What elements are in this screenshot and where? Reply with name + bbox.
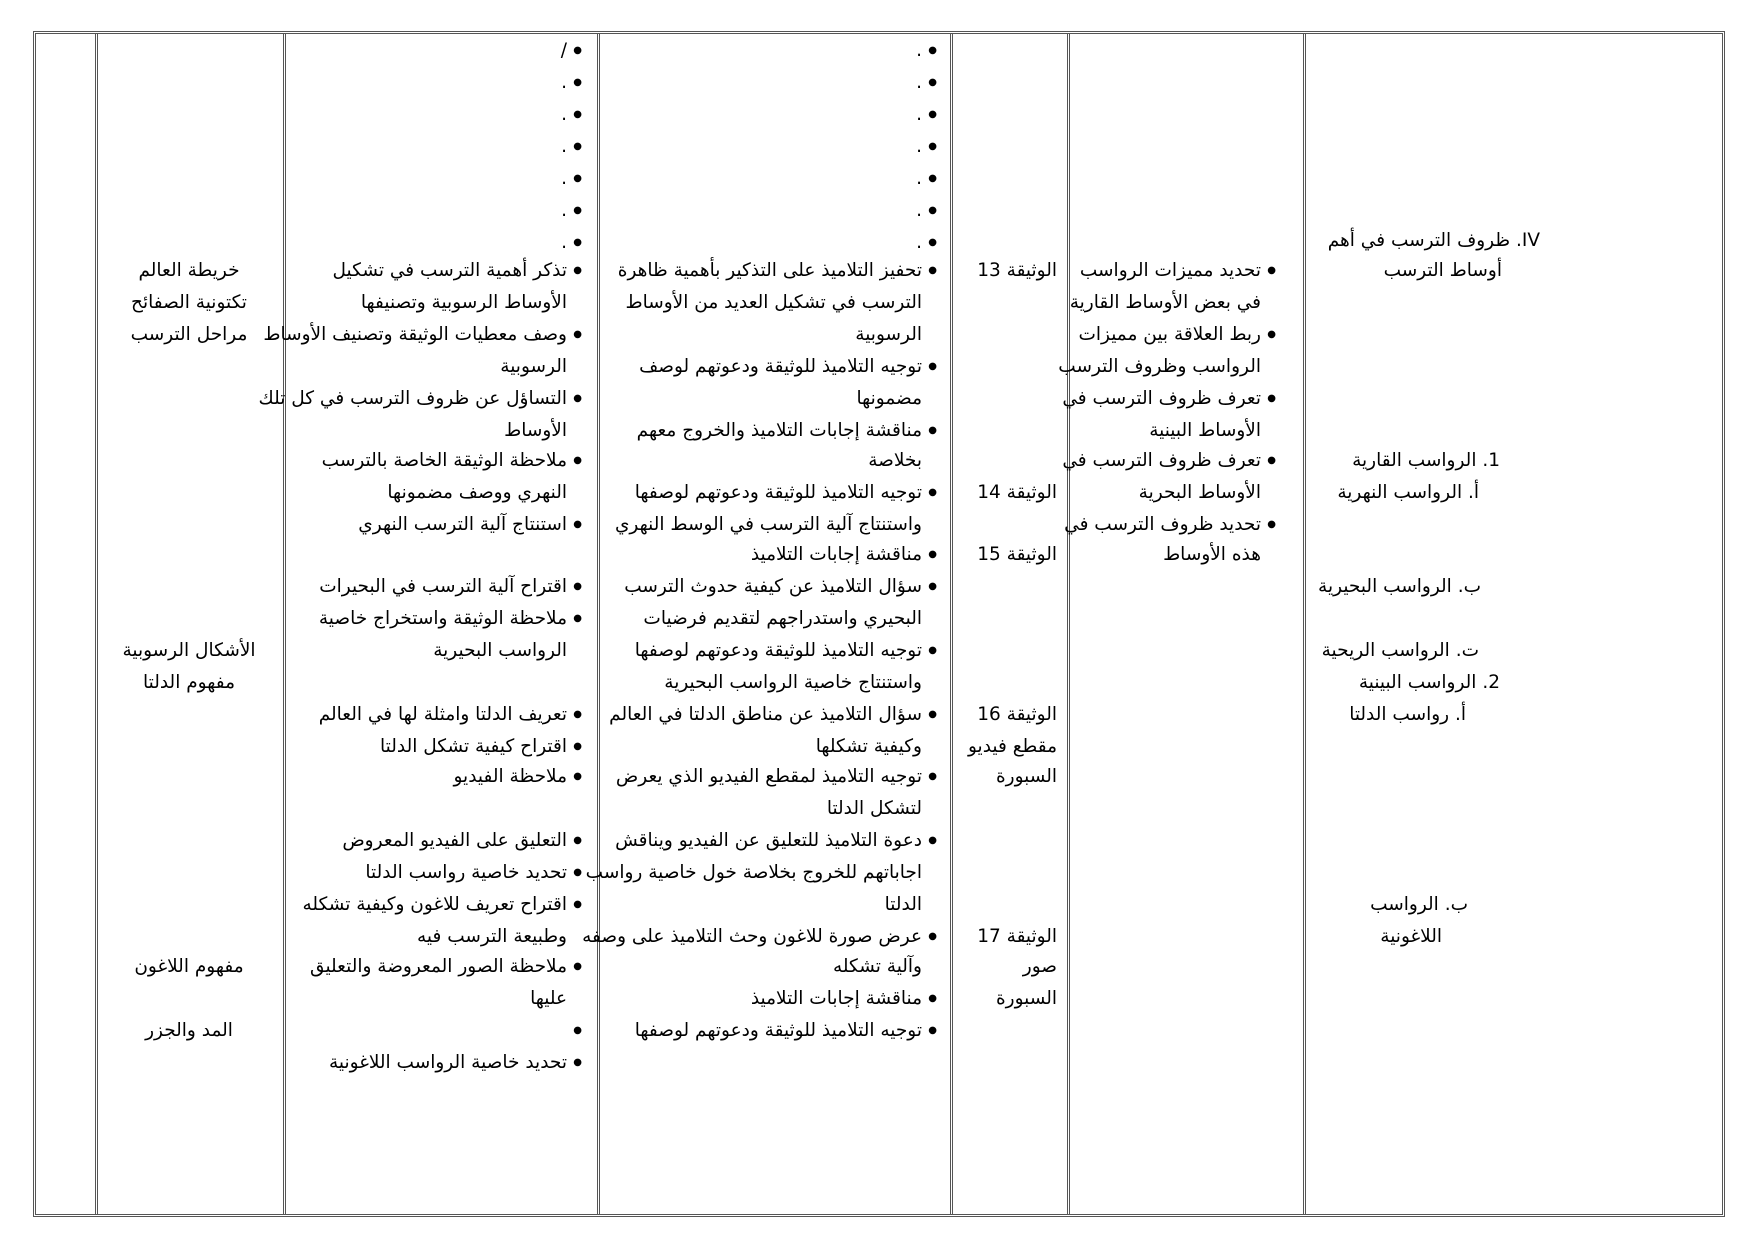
resource-line: مراحل الترسب xyxy=(130,324,248,345)
teacher-line: لتشكل الدلتا xyxy=(826,798,922,819)
teacher-line: ● . xyxy=(916,198,922,224)
teacher-line: ● مناقشة إجابات التلاميذ xyxy=(751,986,922,1012)
teacher-line: ● . xyxy=(916,102,922,128)
teacher-line: ● . xyxy=(916,134,922,160)
teacher-line: واستنتاج آلية الترسب في الوسط النهري xyxy=(614,514,922,535)
teacher-line: ● . xyxy=(916,230,922,256)
learner-line: ● . xyxy=(561,230,567,256)
col-resources xyxy=(95,34,283,1214)
learner-line: ● تذكر أهمية الترسب في تشكيل xyxy=(333,258,567,284)
teacher-line: ● عرض صورة للاغون وحث التلاميذ على وصفه xyxy=(582,924,922,950)
support-line: السبورة xyxy=(995,988,1057,1009)
content-line: IV. ظروف الترسب في أهم xyxy=(1327,230,1540,251)
support-line: السبورة xyxy=(995,766,1057,787)
teacher-line: البحيري واستدراجهم لتقديم فرضيات xyxy=(643,608,922,629)
teacher-line: ● سؤال التلاميذ عن كيفية حدوث الترسب xyxy=(624,574,922,600)
learner-line: ● . xyxy=(561,102,567,128)
learner-line: ● اقتراح تعريف للاغون وكيفية تشكله xyxy=(302,892,567,918)
teacher-line: ● مناقشة إجابات التلاميذ xyxy=(751,542,922,568)
content-line: ب. الرواسب البحيرية xyxy=(1318,576,1481,597)
teacher-line: ● تحفيز التلاميذ على التذكير بأهمية ظاهرة xyxy=(618,258,922,284)
support-line: الوثيقة 14 xyxy=(977,482,1057,503)
support-line: الوثيقة 13 xyxy=(977,260,1057,281)
learner-line: ● تحديد خاصية الرواسب اللاغونية xyxy=(329,1050,567,1076)
lesson-plan-table xyxy=(33,31,1725,1217)
learner-line: ● تحديد خاصية رواسب الدلتا xyxy=(365,860,567,886)
teacher-line: وآلية تشكله xyxy=(832,956,922,977)
teacher-line: ● توجيه التلاميذ لمقطع الفيديو الذي يعرض xyxy=(616,764,922,790)
resource-line: الأشكال الرسوبية xyxy=(122,640,256,661)
col-teacher-activities xyxy=(582,34,950,1214)
learner-line: ● . xyxy=(561,134,567,160)
content-line: ب. الرواسب xyxy=(1370,894,1468,915)
teacher-line: واستنتاج خاصية الرواسب البحيرية xyxy=(664,672,922,693)
learner-line: وطبيعة الترسب فيه xyxy=(416,926,567,947)
col-content xyxy=(1303,34,1728,1214)
teacher-line: ● توجيه التلاميذ للوثيقة ودعوتهم لوصفها xyxy=(635,480,922,506)
learner-line: ● اقتراح آلية الترسب في البحيرات xyxy=(319,574,567,600)
resource-line: خريطة العالم xyxy=(138,260,240,281)
objective-line: ● ربط العلاقة بين مميزات xyxy=(1078,322,1261,348)
objective-line: في بعض الأوساط القارية xyxy=(1069,292,1261,313)
resource-line: المد والجزر xyxy=(145,1020,233,1041)
teacher-line: ● توجيه التلاميذ للوثيقة ودعوتهم لوصفها xyxy=(635,1018,922,1044)
content-line: 2. الرواسب البينية xyxy=(1358,672,1500,693)
learner-line: ● / xyxy=(561,38,567,64)
content-line: أ. الرواسب النهرية xyxy=(1337,482,1479,503)
learner-line: النهري ووصف مضمونها xyxy=(387,482,567,503)
learner-line: الأوساط الرسوبية وتصنيفها xyxy=(360,292,567,313)
learner-line: ● . xyxy=(561,70,567,96)
learner-line: ● التساؤل عن ظروف الترسب في كل تلك xyxy=(258,386,567,412)
learner-line: ● ملاحظة الوثيقة واستخراج خاصية xyxy=(319,606,567,632)
learner-line: ● وصف معطيات الوثيقة وتصنيف الأوساط xyxy=(263,322,567,348)
content-line: أوساط الترسب xyxy=(1383,260,1502,281)
learner-line: ● ملاحظة الصور المعروضة والتعليق xyxy=(310,954,567,980)
learner-line: ● . xyxy=(561,198,567,224)
objective-line: ● تعرف ظروف الترسب في xyxy=(1062,448,1261,474)
teacher-line: ● توجيه التلاميذ للوثيقة ودعوتهم لوصفها xyxy=(635,638,922,664)
teacher-line: اجاباتهم للخروج بخلاصة خول خاصية رواسب xyxy=(585,862,922,883)
col-supports xyxy=(950,34,1067,1214)
support-line: الوثيقة 17 xyxy=(977,926,1057,947)
learner-line: ● ملاحظة الوثيقة الخاصة بالترسب xyxy=(322,448,567,474)
content-line: أ. رواسب الدلتا xyxy=(1349,704,1466,725)
col-objectives xyxy=(1058,34,1303,1214)
support-line: الوثيقة 15 xyxy=(977,544,1057,565)
objective-line: الأوساط البحرية xyxy=(1138,482,1261,503)
resource-line: تكتونية الصفائح xyxy=(131,292,247,313)
teacher-line: الدلتا xyxy=(884,894,922,915)
teacher-line: ● سؤال التلاميذ عن مناطق الدلتا في العالم xyxy=(609,702,922,728)
teacher-line: الرسوبية xyxy=(855,324,922,345)
resource-line: مفهوم الدلتا xyxy=(142,672,236,693)
resource-line: مفهوم اللاغون xyxy=(134,956,244,977)
content-line: ت. الرواسب الريحية xyxy=(1321,640,1479,661)
learner-line: ● استنتاج آلية الترسب النهري xyxy=(358,512,567,538)
learner-line: ● تعريف الدلتا وامثلة لها في العالم xyxy=(319,702,567,728)
teacher-line: ● . xyxy=(916,166,922,192)
teacher-line: ● . xyxy=(916,70,922,96)
learner-line: الأوساط xyxy=(504,420,567,441)
learner-line: ● التعليق على الفيديو المعروض xyxy=(342,828,567,854)
teacher-line: مضمونها xyxy=(856,388,922,409)
teacher-line: بخلاصة xyxy=(868,450,922,471)
teacher-line: ● توجيه التلاميذ للوثيقة ودعوتهم لوصف xyxy=(639,354,922,380)
teacher-line: ● دعوة التلاميذ للتعليق عن الفيديو ويناقش xyxy=(615,828,922,854)
learner-line: ● . xyxy=(561,166,567,192)
support-line: مقطع فيديو xyxy=(967,736,1057,757)
objective-line: الأوساط البينية xyxy=(1149,420,1261,441)
content-line: 1. الرواسب القارية xyxy=(1352,450,1500,471)
objective-line: الرواسب وظروف الترسب xyxy=(1058,356,1261,377)
teacher-line: ● . xyxy=(916,38,922,64)
learner-line: الرواسب البحيرية xyxy=(433,640,567,661)
content-line: اللاغونية xyxy=(1380,926,1442,947)
support-line: الوثيقة 16 xyxy=(977,704,1057,725)
objective-line: ● تحديد مميزات الرواسب xyxy=(1080,258,1261,284)
teacher-line: ● مناقشة إجابات التلاميذ والخروج معهم xyxy=(637,418,922,444)
col-empty xyxy=(36,34,95,1214)
support-line: صور xyxy=(1022,956,1057,977)
learner-line: عليها xyxy=(530,988,567,1009)
learner-line: الرسوبية xyxy=(500,356,567,377)
objective-line: ● تعرف ظروف الترسب في xyxy=(1062,386,1261,412)
objective-line: هذه الأوساط xyxy=(1163,544,1261,565)
teacher-line: وكيفية تشكلها xyxy=(815,736,922,757)
learner-line: ● اقتراح كيفية تشكل الدلتا xyxy=(380,734,567,760)
objective-line: ● تحديد ظروف الترسب في xyxy=(1064,512,1261,538)
teacher-line: الترسب في تشكيل العديد من الأوساط xyxy=(625,292,922,313)
learner-line: ● ملاحظة الفيديو xyxy=(454,764,568,790)
col-learner-activities xyxy=(258,34,597,1214)
